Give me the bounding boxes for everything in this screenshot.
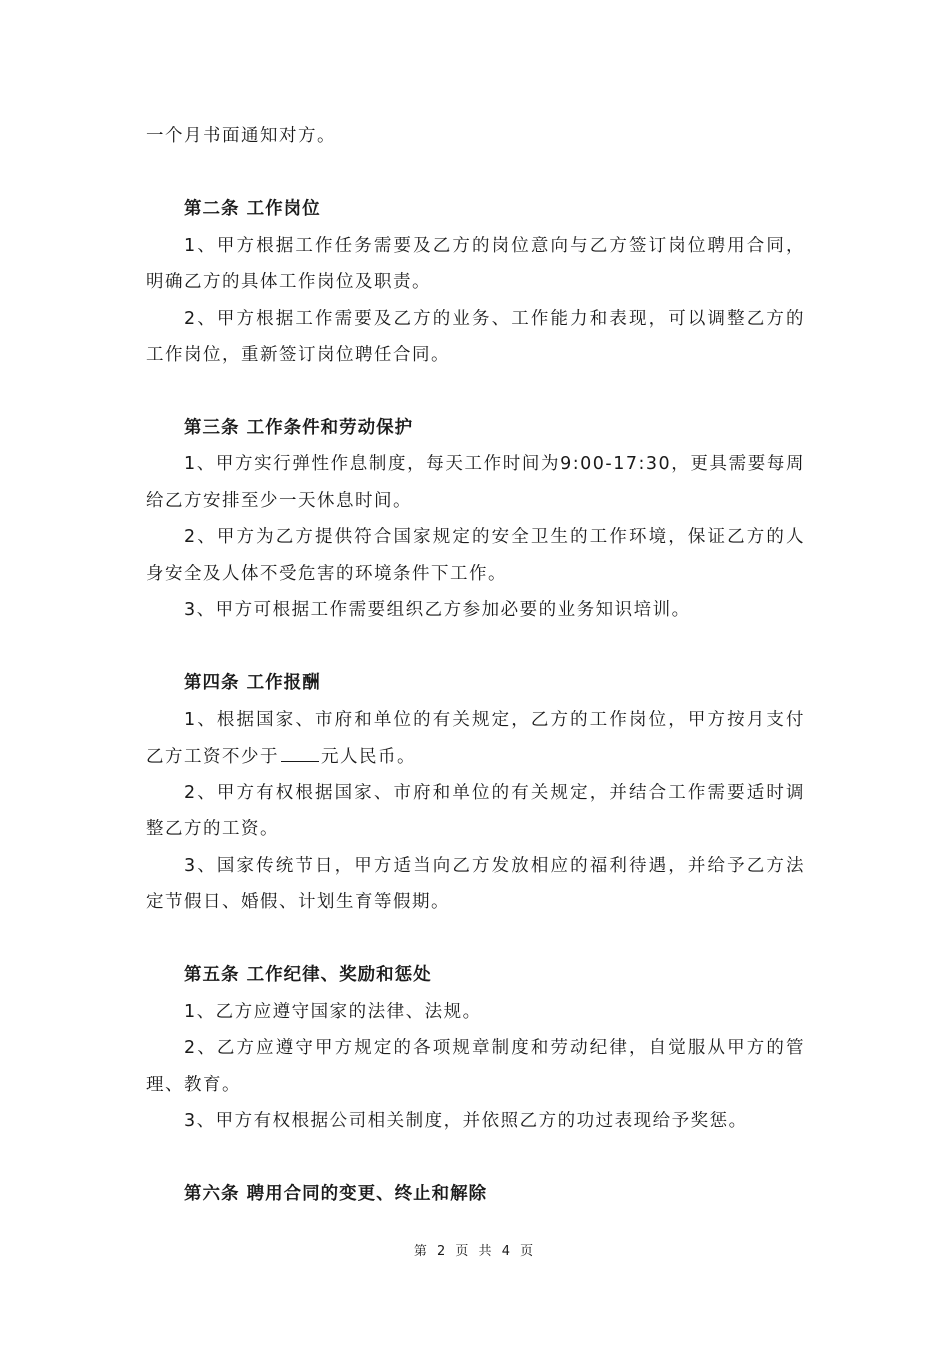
article-2-para-2-line-2: 工作岗位，重新签订岗位聘任合同。 [146, 345, 450, 365]
page-number-footer: 第 2 页 共 4 页 [413, 1244, 537, 1259]
article-5-para-1: 1、乙方应遵守国家的法律、法规。 [184, 1002, 482, 1022]
article-2-para-1-line-1: 1、甲方根据工作任务需要及乙方的岗位意向与乙方签订岗位聘用合同， [184, 236, 805, 256]
article-5-heading: 第五条 工作纪律、奖励和惩处 [184, 965, 432, 985]
article-3-heading: 第三条 工作条件和劳动保护 [184, 418, 414, 438]
article-4-para-3-line-1: 3、国家传统节日，甲方适当向乙方发放相应的福利待遇，并给予乙方法 [184, 856, 805, 876]
article-5-para-3: 3、甲方有权根据公司相关制度，并依照乙方的功过表现给予奖惩。 [184, 1111, 748, 1131]
article-2-heading: 第二条 工作岗位 [184, 199, 321, 219]
article-4-heading: 第四条 工作报酬 [184, 673, 321, 693]
article-4-para-2-line-1: 2、甲方有权根据国家、市府和单位的有关规定，并结合工作需要适时调 [184, 783, 805, 803]
article-6-heading: 第六条 聘用合同的变更、终止和解除 [184, 1184, 488, 1204]
article-5-para-2-line-1: 2、乙方应遵守甲方规定的各项规章制度和劳动纪律，自觉服从甲方的管 [184, 1038, 805, 1058]
article-5-para-2-line-2: 理、教育。 [146, 1075, 241, 1095]
article-3-para-3: 3、甲方可根据工作需要组织乙方参加必要的业务知识培训。 [184, 600, 691, 620]
article-2-para-1-line-2: 明确乙方的具体工作岗位及职责。 [146, 272, 431, 292]
article-4-para-1-line-1: 1、根据国家、市府和单位的有关规定，乙方的工作岗位，甲方按月支付 [184, 710, 805, 730]
article-3-para-2-line-1: 2、甲方为乙方提供符合国家规定的安全卫生的工作环境，保证乙方的人 [184, 527, 805, 547]
article-4-para-3-line-2: 定节假日、婚假、计划生育等假期。 [146, 892, 450, 912]
intro-tail-text: 一个月书面通知对方。 [146, 126, 336, 146]
article-3-para-1-line-1: 1、甲方实行弹性作息制度，每天工作时间为9:00-17:30，更具需要每周 [184, 454, 805, 474]
salary-text-after: 元人民币。 [321, 747, 416, 767]
article-3-para-2-line-2: 身安全及人体不受危害的环境条件下工作。 [146, 564, 507, 584]
article-2-para-2-line-1: 2、甲方根据工作需要及乙方的业务、工作能力和表现，可以调整乙方的 [184, 309, 805, 329]
article-4-para-1-line-2 [146, 744, 416, 769]
salary-blank-line [281, 744, 319, 762]
article-4-para-2-line-2: 整乙方的工资。 [146, 819, 279, 839]
article-3-para-1-line-2: 给乙方安排至少一天休息时间。 [146, 491, 412, 511]
salary-text-before: 乙方工资不少于 [146, 747, 279, 767]
